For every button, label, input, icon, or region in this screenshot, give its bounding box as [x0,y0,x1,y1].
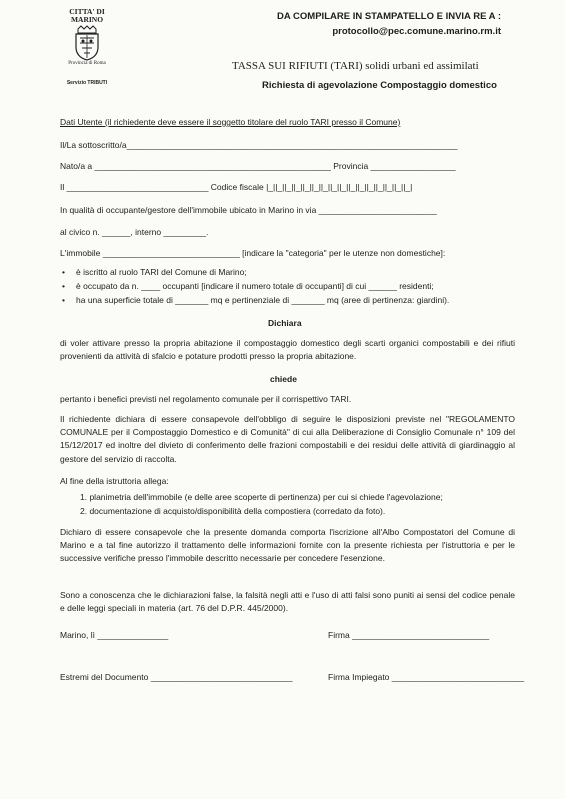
property-category-field[interactable]: L'immobile _____________________________ [indicare la "categoria" per le utenze non domestiche]: [60,248,446,258]
province-label: Provincia di Roma [68,61,106,66]
municipality-crest-block [52,8,122,67]
bullet-item: • è occupato da n. ____ occupanti [indicare il numero totale di occupanti] di cui ______ residenti; [62,281,434,291]
attachment-item: 1. planimetria dell'immobile (e delle aree scoperte di pertinenza) per cui si chiede l'agevolazione; [80,492,443,502]
bullet-item: • ha una superficie totale di _______ mq e pertinenziale di _______ mq (aree di pertinenza: giardini). [62,295,450,305]
tax-title: TASSA SUI RIFIUTI (TARI) solidi urbani ed assimilati [232,60,479,72]
requests-text: pertanto i benefici previsti nel regolamento comunale per il corrispettivo TARI. [60,394,352,404]
address-field[interactable]: In qualità di occupante/gestore dell'immobile ubicato in Marino in via _________________________ [60,205,437,215]
attachment-item: 2. documentazione di acquisto/disponibilità della compostiera (corredato da foto). [80,506,386,516]
employee-signature-field[interactable]: Firma Impiegato ____________________________ [328,672,525,682]
bullet-item: • è iscritto al ruolo TARI del Comune di Marino; [62,267,247,277]
declares-heading: Dichiara [268,318,302,328]
attachments-intro: Al fine della istruttoria allega: [60,476,169,486]
request-title: Richiesta di agevolazione Compostaggio domestico [262,80,497,91]
office-label: Servizio TRIBUTI [66,80,108,86]
signer-name-field[interactable]: Il/La sottoscritto/a______________________________________________________________________ [60,140,458,150]
regulation-text: Il richiedente dichiara di essere consapevole dell'obbligo di seguire le disposizioni previste nel "REGOLAMENTO COMUNALE per il Compostaggio Domestico e di Comunità" di cui alla Deliberazione di Consiglio Comunale n° 109 del 15/12/2017 ed inoltre del divieto di conferimento delle frazioni compostabili e dei residui delle attività di giardinaggio al gestore del servizio di raccolta. [60,414,515,464]
birthplace-field[interactable]: Nato/a a __________________________________________________ Provincia __________________ [60,161,456,171]
coat-of-arms-icon [72,25,102,61]
place-date-field[interactable]: Marino, lì _______________ [60,630,169,640]
pec-email: protocollo@pec.comune.marino.rm.it [332,26,501,37]
submission-instructions [277,9,501,39]
civic-number-field[interactable]: al civico n. ______, interno _________. [60,227,209,237]
birthdate-taxcode-field[interactable]: Il ______________________________ Codice fiscale |_||_||_||_||_||_||_||_||_||_||_||_||_||_||_||_| [60,182,413,192]
signature-field[interactable]: Firma _____________________________ [328,630,490,640]
city-label: CITTA' DI [69,7,105,16]
document-details-field[interactable]: Estremi del Documento ______________________________ [60,672,293,682]
city-name: MARINO [70,15,104,24]
requests-heading: chiede [270,374,297,384]
declaration-text: di voler attivare presso la propria abitazione il compostaggio domestico degli scarti organici compostabili e dei rifiuti provenienti da attività di sfalcio e potature prodotti presso la propria abitazione. [60,338,515,362]
section-title: Dati Utente (il richiedente deve essere il soggetto titolare del ruolo TARI presso il Comune) [60,117,401,127]
consent-text: Dichiaro di essere consapevole che la presente domanda comporta l'iscrizione all'Albo Compostatori del Comune di Marino e a tal fine autorizzo il trattamento delle informazioni fornite con la presente richiesta per l'istruttoria e per le successive verifiche presso l'immobile descritto necessarie per concedere l'esenzione. [60,527,515,564]
instruction-heading: DA COMPILARE IN STAMPATELLO E INVIA RE A : [277,11,501,22]
legal-warning-text: Sono a conoscenza che le dichiarazioni false, la falsità negli atti e l'uso di atti falsi sono puniti ai sensi del codice penale e delle leggi speciali in materia (art. 76 del D.P.R. 445/2000). [60,590,515,614]
